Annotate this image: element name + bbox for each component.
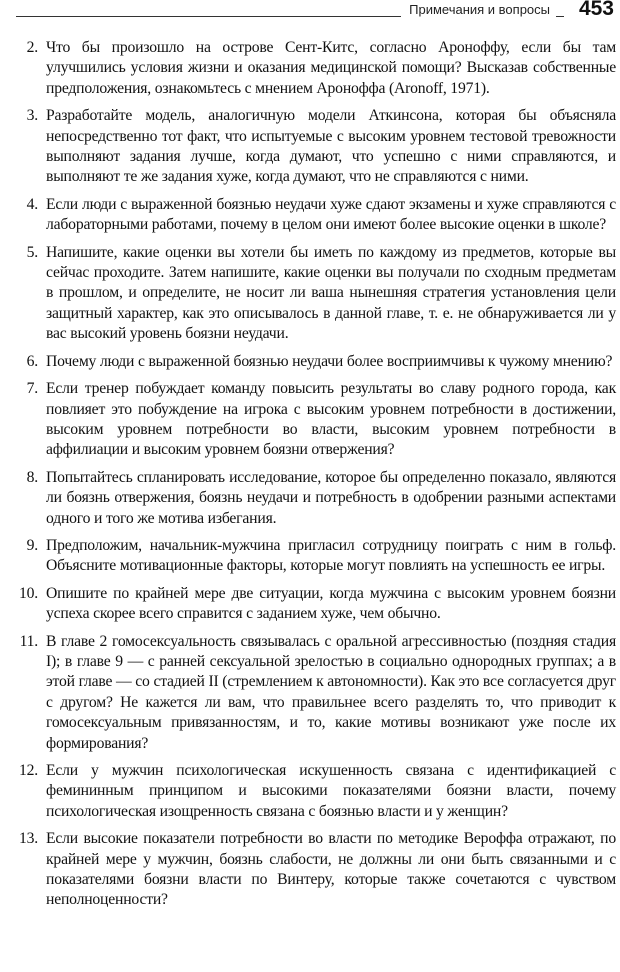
question-number: 12. — [18, 762, 38, 779]
question-number: 7. — [26, 380, 38, 398]
question-text: Если люди с выраженной боязнью неудачи хуже сдают экзамены и хуже справляются с лабораторными работами, почему в целом они имеют более высокие оценки в школе? — [46, 195, 616, 234]
page-number: 453 — [578, 0, 614, 20]
question-item — [0, 829, 620, 911]
question-number: 10. — [18, 584, 38, 602]
question-item — [0, 38, 620, 99]
question-number: 5. — [26, 243, 38, 261]
question-number: 3. — [26, 107, 38, 125]
question-text: Напишите, какие оценки вы хотели бы иметь по каждому из предметов, которые вы сейчас проходите. Затем напишите, какие оценки вы получали по сходным предметам в прошлом, и определите, не носит ли ваша нынешняя стратегия установления цели защитный характер, как это описывалось в данной главе, т. е. не обнаруживается ли у вас высокий уровень боязни неудачи. — [46, 243, 616, 343]
question-text: Разработайте модель, аналогичную модели Аткинсона, которая бы объясняла непосредственно тот факт, что испытуемые с высоким уровнем тестовой тревожности выполняют задания лучше, когда думают, что успешно с ними справляются, и выполняют те же задания хуже, когда думают, что не справляются с ними. — [46, 107, 616, 186]
question-item — [0, 468, 620, 529]
question-item — [0, 352, 620, 372]
question-number: 4. — [26, 195, 38, 213]
question-item — [0, 243, 620, 345]
question-item — [0, 584, 620, 625]
question-item — [0, 195, 620, 236]
question-number: 13. — [18, 830, 38, 848]
question-text: Почему люди с выраженной боязнью неудачи более восприимчивы к чужому мнению? — [46, 352, 613, 370]
question-text: В главе 2 гомосексуальность связывалась с оральной агрессивностью (поздняя стадия I); в главе 9 — с ранней сексуальной зрелостью в социально однородных группах; а в этой главе — со стадией II (стремлением к автономности). Как это все согласуется друг с другом? Не кажется ли вам, что правильнее всего разделять то, что приводит к гомосексуальным привязанностям, и то, какие мотивы возникают уже после их формирования? — [46, 632, 616, 752]
question-item — [0, 761, 620, 822]
question-number: 6. — [26, 352, 38, 370]
question-number: 11. — [19, 632, 38, 650]
question-text: Попытайтесь спланировать исследование, которое бы определенно показало, являются ли боязнь отвержения, боязнь неудачи и потребность в одобрении разными аспектами одного и того же мотива избегания. — [46, 468, 616, 527]
question-number: 9. — [26, 536, 38, 554]
question-text: Опишите по крайней мере две ситуации, когда мужчина с высоким уровнем боязни успеха скорее всего справится с заданием хуже, чем обычно. — [46, 584, 616, 623]
question-text: Если у мужчин психологическая искушенность связана с идентификацией с фемининным принципом и высокими показателями боязни власти, почему психологическая изощренность связана с боязнью власти и у женщин? — [46, 762, 616, 820]
question-item — [0, 632, 620, 754]
running-head — [0, 0, 620, 22]
question-text: Если тренер побуждает команду повысить результаты во славу родного города, как повлияет это побуждение на игрока с высоким уровнем потребности в достижении, высоким уровнем потребности во власти, высоким уровнем потребности в аффилиации и высоким уровнем боязни отвержения? — [46, 380, 616, 459]
question-number: 8. — [26, 468, 38, 486]
question-text: Если высокие показатели потребности во власти по методике Вероффа отражают, по крайней мере у мужчин, боязнь слабости, не должны ли они быть связанными и с показателями боязни власти по Винтеру, которые также сочетаются с чувством неполноценности? — [46, 830, 616, 909]
question-number: 2. — [26, 39, 38, 56]
question-item — [0, 379, 620, 461]
questions-list — [0, 38, 620, 918]
question-item — [0, 106, 620, 188]
running-head-section-title: Примечания и вопросы — [401, 0, 556, 20]
question-text: Предположим, начальник-мужчина пригласил сотрудницу поиграть с ним в гольф. Объясните мотивационные факторы, которые могут повлиять на успешность ее игры. — [46, 536, 616, 575]
question-text: Что бы произошло на острове Сент-Китс, согласно Ароноффу, если бы там улучшились условия жизни и оказания медицинской помощи? Высказав собственные предположения, ознакомьтесь с мнением Ароноффа (Aronoff, 1971). — [46, 39, 616, 97]
question-item — [0, 536, 620, 577]
